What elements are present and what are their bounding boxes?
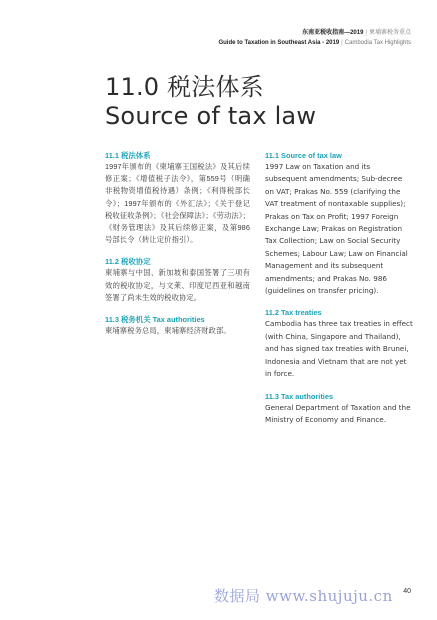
header-separator: |: [365, 30, 367, 36]
chinese-column: [105, 150, 250, 347]
section-tax-authorities-cn: [105, 314, 250, 337]
section-tax-treaties-en: [265, 307, 413, 380]
header-separator: |: [341, 40, 343, 46]
section-body: General Department of Taxation and the Ministry of Economy and Finance.: [265, 402, 411, 424]
header-line-chinese: [218, 28, 411, 38]
section-heading: 11.2 税收协定: [105, 257, 151, 267]
page-number: 40: [403, 588, 411, 595]
watermark: 数据局 www.shujuju.cn: [214, 587, 393, 605]
page-title: [105, 73, 316, 131]
section-heading: 11.1 税法体系: [105, 151, 151, 160]
section-source-of-tax-law-en: [265, 150, 413, 297]
section-source-of-tax-law-cn: [105, 150, 250, 246]
section-heading: 11.3 Tax authorities: [265, 391, 334, 401]
english-column: [265, 150, 413, 436]
header-guide-title-en: Guide to Taxation in Southeast Asia - 2019: [218, 40, 340, 46]
header-guide-title-cn: 东南亚税收指南—2019: [302, 30, 364, 36]
section-heading: 11.1 Source of tax law: [265, 151, 342, 160]
section-body: 1997年颁布的《柬埔寨王国税法》及其后续修正案；《增值税子法令》，第559号（明确非税物资增值税待遇）条例；《利得税部长令》；1997年颁布的《外汇法》；《关于登记税收征收条例》；《社会保障法》；《劳动法》；《财务管理法》及其后续修正案，及第986号部长令（转让定价指引）。: [105, 162, 250, 245]
section-heading: 11.3 税务机关 Tax authorities: [105, 315, 205, 325]
header-country-cn: 柬埔寨税务重点: [368, 30, 411, 36]
page-title-english: Source of tax law: [105, 102, 317, 130]
running-header: [218, 28, 411, 48]
section-body: 1997 Law on Taxation and its subsequent amendments; Sub-decree on VAT; Prakas No. 559 (clarifying the VAT treatment of nontaxable supplies); Prakas on Tax on Profit; 1997 Foreign Exchange Law; Prakas on Registration Tax Collection; Law on Social Security Schemes; Labour Law; Law on Financial Management and its subsequent amendments; and Prakas No. 986 (guidelines on transfer pricing).: [265, 162, 408, 296]
page-title-chinese: 11.0 税法体系: [105, 73, 264, 101]
header-country-en: Cambodia Tax Highlights: [344, 40, 411, 46]
section-tax-treaties-cn: [105, 256, 250, 304]
section-body: Cambodia has three tax treaties in effect (with China, Singapore and Thailand), and has signed tax treaties with Brunei, Indonesia and Vietnam that are not yet in force.: [265, 319, 413, 379]
section-tax-authorities-en: [265, 391, 413, 427]
section-heading: 11.2 Tax treaties: [265, 308, 322, 318]
header-line-english: [218, 38, 411, 48]
section-body: 柬埔寨与中国、新加坡和泰国签署了三项有效的税收协定，与文莱、印度尼西亚和越南签署了尚未生效的税收协定。: [105, 268, 250, 302]
section-body: 柬埔寨税务总局，柬埔寨经济财政部。: [105, 326, 231, 336]
